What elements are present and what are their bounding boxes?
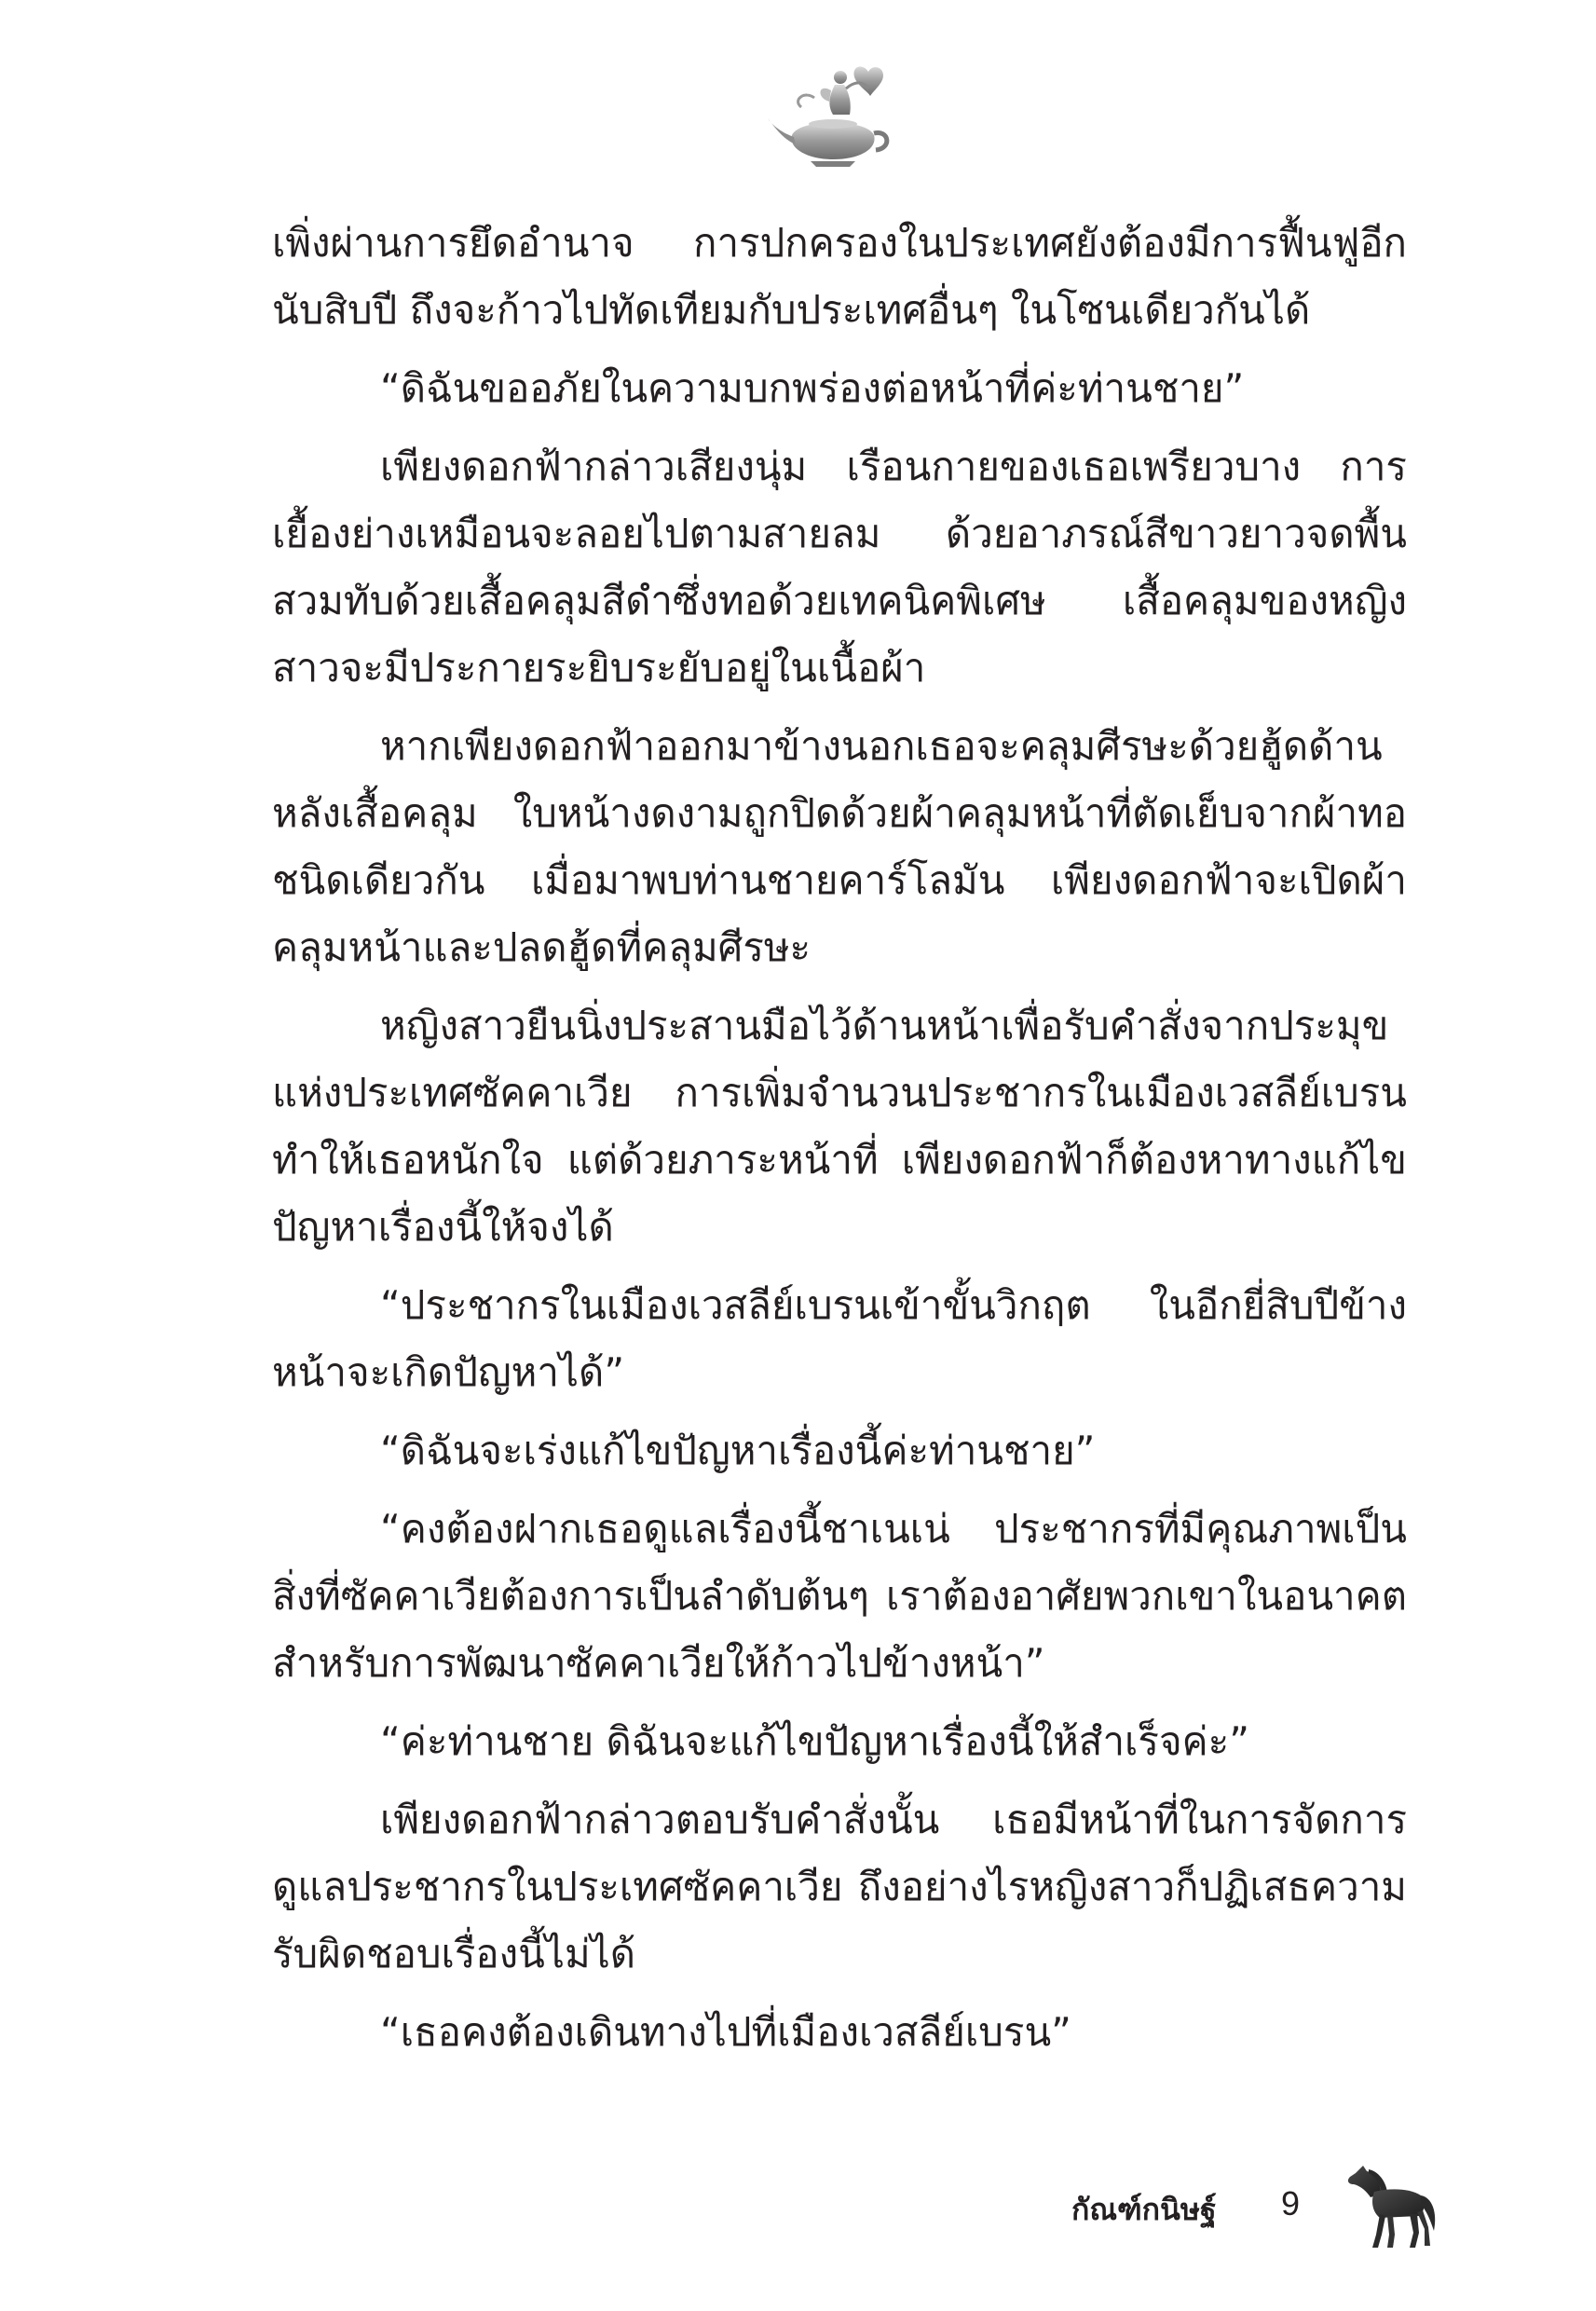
- paragraph: เพียงดอกฟ้ากล่าวเสียงนุ่ม เรือนกายของเธอเพรียวบาง การเยื้องย่างเหมือนจะลอยไปตามสายลม ด้วยอาภรณ์สีขาวยาวจดพื้น สวมทับด้วยเสื้อคลุมสีดำซึ่งทอด้วยเทคนิคพิเศษ เสื้อคลุมของหญิงสาวจะมีประกายระยิบระยับอยู่ในเนื้อผ้า: [272, 444, 1407, 691]
- fairy-teapot-ornament-icon: [764, 51, 904, 172]
- paragraph: “ดิฉันขออภัยในความบกพร่องต่อหน้าที่ค่ะท่านชาย”: [380, 365, 1245, 411]
- paragraph: “ประชากรในเมืองเวสลีย์เบรนเข้าขั้นวิกฤต ในอีกยี่สิบปีข้างหน้าจะเกิดปัญหาได้”: [272, 1282, 1407, 1395]
- paragraph: “คงต้องฝากเธอดูแลเรื่องนี้ชาเนเน่ ประชากรที่มีคุณภาพเป็นสิ่งที่ซัคคาเวียต้องการเป็นลำดับต้นๆ เราต้องอาศัยพวกเขาในอนาคตสำหรับการพัฒนาซัคคาเวียให้ก้าวไปข้างหน้า”: [272, 1506, 1407, 1686]
- page-footer: [1062, 2160, 1453, 2253]
- paragraph: เพิ่งผ่านการยึดอำนาจ การปกครองในประเทศยังต้องมีการฟื้นฟูอีกนับสิบปี ถึงจะก้าวไปทัดเทียมกับประเทศอื่นๆ ในโซนเดียวกันได้: [272, 220, 1407, 333]
- paragraph: หญิงสาวยืนนิ่งประสานมือไว้ด้านหน้าเพื่อรับคำสั่งจากประมุขแห่งประเทศซัคคาเวีย การเพิ่มจำนวนประชากรในเมืองเวสลีย์เบรนทำให้เธอหนักใจ แต่ด้วยภาระหน้าที่ เพียงดอกฟ้าก็ต้องหาทางแก้ไขปัญหาเรื่องนี้ให้จงได้: [272, 1003, 1407, 1250]
- horse-icon: [1337, 2160, 1439, 2253]
- running-title: กัณฑ์กนิษฐ์: [1071, 2192, 1217, 2227]
- paragraph: หากเพียงดอกฟ้าออกมาข้างนอกเธอจะคลุมศีรษะด้วยฮู้ดด้านหลังเสื้อคลุม ใบหน้างดงามถูกปิดด้วยผ้าคลุมหน้าที่ตัดเย็บจากผ้าทอชนิดเดียวกัน เมื่อมาพบท่านชายคาร์โลมัน เพียงดอกฟ้าจะเปิดผ้าคลุมหน้าและปลดฮู้ดที่คลุมศีรษะ: [272, 723, 1407, 970]
- paragraph: “ค่ะท่านชาย ดิฉันจะแก้ไขปัญหาเรื่องนี้ให้สำเร็จค่ะ”: [380, 1718, 1249, 1764]
- paragraph: “เธอคงต้องเดินทางไปที่เมืองเวสลีย์เบรน”: [380, 2009, 1071, 2055]
- body-text: [272, 210, 1407, 2077]
- paragraph: “ดิฉันจะเร่งแก้ไขปัญหาเรื่องนี้ค่ะท่านชาย”: [380, 1428, 1096, 1473]
- page-number: 9: [1281, 2184, 1301, 2222]
- paragraph: เพียงดอกฟ้ากล่าวตอบรับคำสั่งนั้น เธอมีหน้าที่ในการจัดการดูแลประชากรในประเทศซัคคาเวีย ถึงอย่างไรหญิงสาวก็ปฏิเสธความรับผิดชอบเรื่องนี้ไม่ได้: [272, 1797, 1407, 1976]
